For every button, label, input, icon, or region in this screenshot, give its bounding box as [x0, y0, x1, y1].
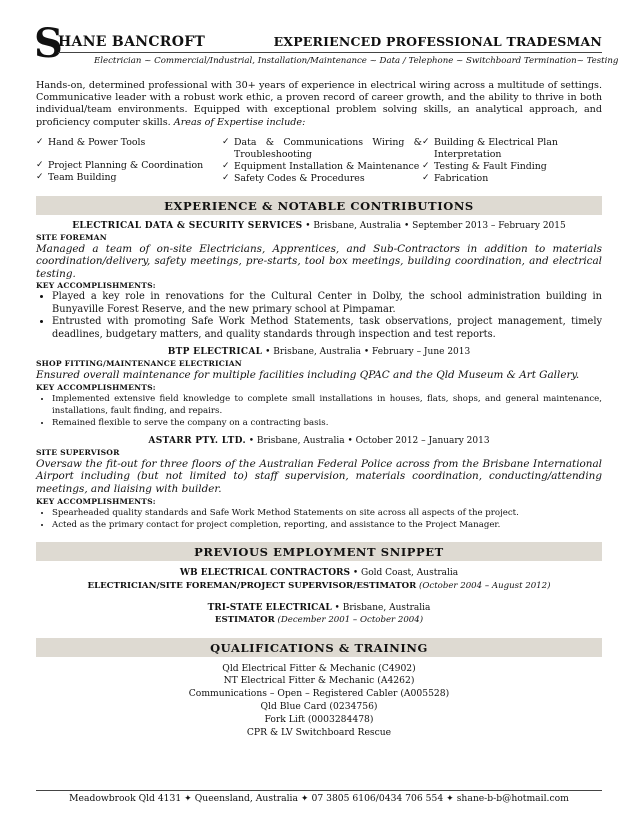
job-entry [36, 436, 602, 532]
check-icon: ✓ [222, 136, 230, 147]
expertise-item: ✓ Fabrication [422, 173, 489, 185]
section-heading-experience: EXPERIENCE & NOTABLE CONTRIBUTIONS [36, 196, 602, 215]
job-description: Oversaw the fit-out for three floors of the Australian Federal Police across from the Brisbane International Airport including (but not limited to) staff supervision, materials coordination, conducting/attending meetings, and liaising with builder. [36, 457, 602, 495]
check-icon: ✓ [36, 171, 44, 182]
name-initial: S [34, 20, 63, 67]
job-role: SITE FOREMAN [36, 232, 107, 242]
summary-paragraph [36, 80, 602, 129]
job-meta: • Gold Coast, Australia [350, 568, 459, 579]
section-heading-qualifications: QUALIFICATIONS & TRAINING [36, 638, 602, 657]
key-accomplishments-label: KEY ACCOMPLISHMENTS: [36, 496, 156, 506]
expertise-item: ✓ Testing & Fault Finding [422, 160, 547, 172]
job-header [36, 347, 602, 357]
job-header [36, 436, 602, 446]
check-icon: ✓ [222, 160, 230, 171]
contact-footer: Meadowbrook Qld 4131 ✦ Queensland, Australia ✦ 07 3805 6106/0434 706 554 ✦ shane-b-b@hotmail.com [36, 790, 602, 804]
previous-job [36, 602, 602, 627]
expertise-column-2 [222, 137, 422, 186]
expertise-item: ✓ Hand & Power Tools [36, 136, 146, 148]
expertise-item: ✓ Data & Communications Wiring & Troubleshooting [222, 136, 422, 160]
expertise-intro: Areas of Expertise include: [173, 116, 306, 128]
company-name: ELECTRICAL DATA & SECURITY SERVICES [72, 220, 303, 231]
qualification-item: Fork Lift (0003284478) [264, 713, 374, 725]
accomplishments-list [36, 393, 602, 430]
check-icon: ✓ [222, 173, 230, 184]
qualification-item: Qld Electrical Fitter & Mechanic (C4902) [222, 662, 416, 674]
job-meta: • Brisbane, Australia • September 2013 – February 2015 [302, 220, 566, 231]
check-icon: ✓ [422, 136, 430, 147]
job-meta: • Brisbane, Australia • October 2012 – January 2013 [245, 435, 490, 446]
expertise-item: ✓ Project Planning & Coordination [36, 159, 204, 171]
check-icon: ✓ [36, 136, 44, 147]
company-name: WB ELECTRICAL CONTRACTORS [179, 568, 351, 579]
company-name: BTP ELECTRICAL [167, 346, 263, 357]
job-description: Ensured overall maintenance for multiple facilities including QPAC and the Qld Museum & Art Gallery. [36, 368, 580, 381]
job-role: SITE SUPERVISOR [36, 447, 120, 457]
resume-page [34, 20, 619, 739]
job-entry [36, 347, 602, 430]
summary-text: Hands-on, determined professional with 30+ years of experience in electrical wiring across a multitude of settings. Communicative leader with a robust work ethic, a proven record of career growth, and the ability to thrive in both individual/team environments. Equipped with exceptional problem solving skills, an analytical approach, and proficiency computer skills. [36, 80, 602, 128]
key-accomplishments-label: KEY ACCOMPLISHMENTS: [36, 382, 156, 392]
resume-header [34, 20, 619, 74]
job-dates: (December 2001 – October 2004) [274, 615, 424, 626]
accomplishment-item: • Implemented extensive field knowledge to complete small installations in houses, flats, shops, and general maintenance, installations, fault finding, and repairs. [52, 393, 602, 418]
candidate-name: HANE BANCROFT [58, 34, 206, 50]
job-description: Managed a team of on-site Electricians, Apprentices, and Sub-Contractors in addition to materials coordination/delivery, safety meetings, pre-starts, tool box meetings, building coordination, and electrical testing. [36, 242, 602, 280]
company-name: TRI-STATE ELECTRICAL [207, 602, 332, 613]
accomplishment-item: • Entrusted with promoting Safe Work Method Statements, task observations, project management, timely deadlines, budgetary matters, and quality standards through inspection and test reports. [52, 316, 602, 341]
expertise-item: ✓ Equipment Installation & Maintenance [222, 160, 420, 172]
header-divider [58, 52, 602, 53]
qualification-item: Communications – Open – Registered Cabler (A005528) [188, 688, 450, 700]
accomplishment-item: • Spearheaded quality standards and Safe Work Method Statements on site across all aspects of the project. [52, 507, 602, 519]
check-icon: ✓ [36, 159, 44, 170]
check-icon: ✓ [422, 160, 430, 171]
key-accomplishments-label: KEY ACCOMPLISHMENTS: [36, 281, 156, 291]
previous-job [36, 567, 602, 592]
section-heading-previous: PREVIOUS EMPLOYMENT SNIPPET [36, 542, 602, 561]
accomplishments-list [36, 291, 602, 341]
accomplishment-item: • Played a key role in renovations for the Cultural Center in Dolby, the school administration building in Bunyaville Forest Reserve, and the new primary school at Pimpamar. [52, 291, 602, 316]
expertise-item: ✓ Team Building [36, 171, 117, 183]
check-icon: ✓ [422, 173, 430, 184]
job-meta: • Brisbane, Australia [331, 602, 431, 613]
expertise-item: ✓ Building & Electrical Plan Interpretation [422, 136, 558, 160]
accomplishment-item: • Acted as the primary contact for project completion, reporting, and assistance to the Project Manager. [52, 519, 602, 531]
qualifications-list [36, 663, 602, 740]
job-role: ESTIMATOR [214, 615, 275, 626]
expertise-column-3 [422, 137, 572, 186]
job-dates: (October 2004 – August 2012) [416, 580, 551, 591]
professional-title: EXPERIENCED PROFESSIONAL TRADESMAN [273, 34, 602, 49]
company-name: ASTARR PTY. LTD. [148, 435, 246, 446]
accomplishments-list [36, 507, 602, 532]
accomplishment-item: • Remained flexible to serve the company on a contracting basis. [52, 417, 602, 429]
areas-of-expertise [36, 137, 602, 186]
job-header [36, 221, 602, 231]
job-role: SHOP FITTING/MAINTENANCE ELECTRICIAN [36, 358, 242, 368]
qualification-item: NT Electrical Fitter & Mechanic (A4262) [223, 675, 415, 687]
job-entry [36, 221, 602, 341]
expertise-column-1 [36, 137, 222, 186]
skills-line: Electrician ~ Commercial/Industrial, Installation/Maintenance ~ Data / Telephone ~ Switchboard Termination~ Testing [94, 56, 619, 66]
qualification-item: Qld Blue Card (0234756) [260, 701, 378, 713]
job-role: ELECTRICIAN/SITE FOREMAN/PROJECT SUPERVISOR/ESTIMATOR [87, 580, 417, 591]
qualification-item: CPR & LV Switchboard Rescue [246, 726, 392, 738]
job-meta: • Brisbane, Australia • February – June 2013 [262, 346, 471, 357]
expertise-item: ✓ Safety Codes & Procedures [222, 173, 365, 185]
